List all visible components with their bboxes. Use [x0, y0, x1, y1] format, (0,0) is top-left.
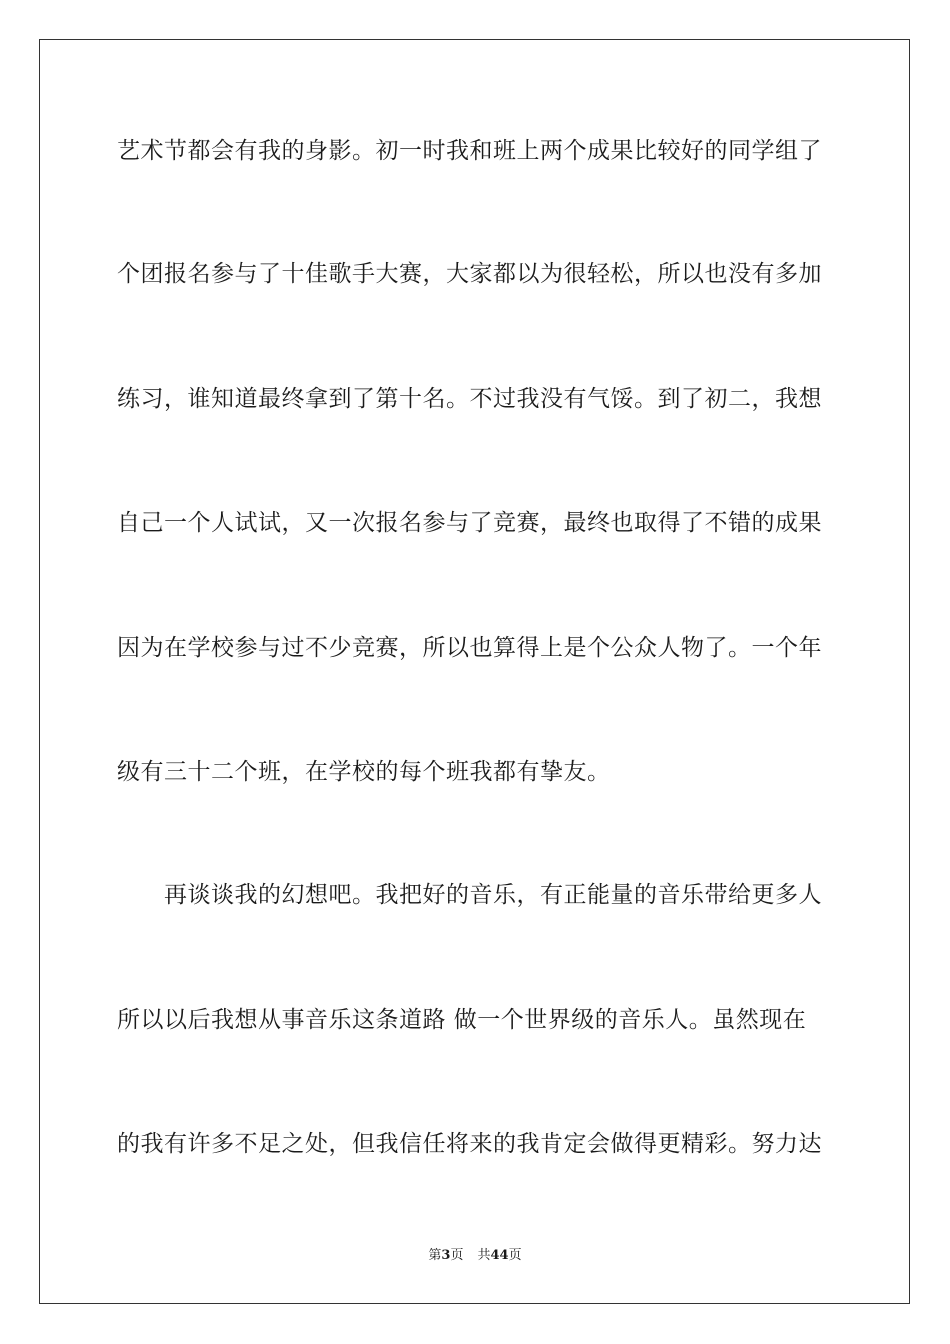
body-line-9: 的我有许多不足之处，但我信任将来的我肯定会做得更精彩。努力达 [117, 1131, 822, 1157]
body-line-1: 艺术节都会有我的身影。初一时我和班上两个成果比较好的同学组了 [117, 138, 822, 164]
body-line-2: 个团报名参与了十佳歌手大赛，大家都以为很轻松，所以也没有多加 [117, 261, 822, 287]
total-suffix: 页 [508, 1248, 522, 1263]
body-line-5: 因为在学校参与过不少竞赛，所以也算得上是个公众人物了。一个年 [117, 635, 822, 661]
page-border [39, 39, 910, 1304]
body-line-3: 练习，谁知道最终拿到了第十名。不过我没有气馁。到了初二，我想 [117, 386, 822, 412]
page-suffix: 页 [450, 1248, 464, 1263]
total-prefix: 共 [477, 1248, 491, 1263]
page-number: 3 [441, 1248, 451, 1263]
body-line-4: 自己一个人试试，又一次报名参与了竞赛，最终也取得了不错的成果 [117, 510, 822, 536]
page-footer [0, 1247, 950, 1265]
body-line-7: 再谈谈我的幻想吧。我把好的音乐，有正能量的音乐带给更多人 [117, 882, 822, 908]
total-pages: 44 [490, 1248, 509, 1263]
body-line-8: 所以以后我想从事音乐这条道路 做一个世界级的音乐人。虽然现在 [117, 1007, 807, 1033]
body-line-6: 级有三十二个班，在学校的每个班我都有挚友。 [117, 759, 611, 785]
page-prefix: 第 [428, 1248, 442, 1263]
